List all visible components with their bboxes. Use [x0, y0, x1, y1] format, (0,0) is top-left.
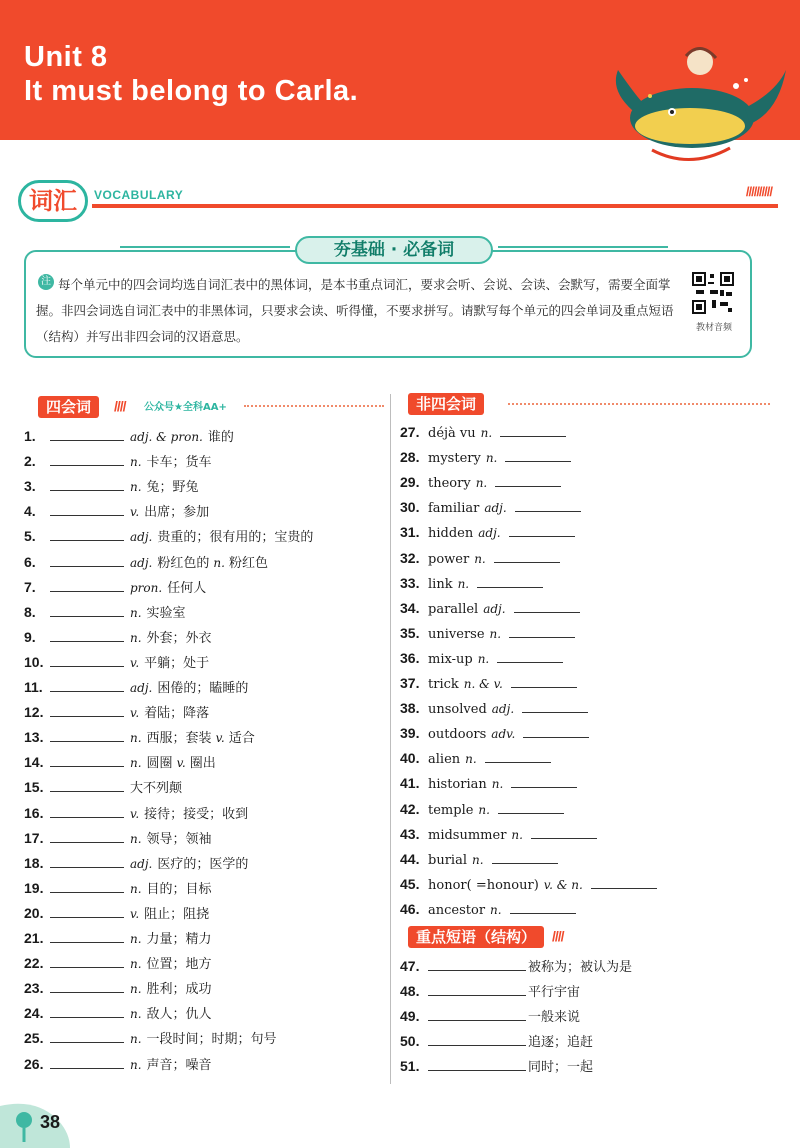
vocab-item	[400, 748, 551, 768]
phrases-slashes: ////	[552, 928, 564, 944]
part-of-speech: adv.	[491, 727, 516, 742]
answer-blank[interactable]	[514, 598, 580, 613]
part-of-speech: n.	[474, 551, 486, 566]
part-of-speech: adj.	[491, 702, 515, 717]
answer-blank[interactable]	[50, 526, 124, 541]
vocab-item	[400, 447, 571, 467]
vocabulary-badge: 词汇	[18, 180, 88, 222]
part-of-speech: v.	[176, 756, 186, 771]
item-number: 22.	[24, 955, 44, 972]
meaning: 同时；一起	[528, 1060, 594, 1076]
non-four-dots	[508, 403, 770, 405]
part-of-speech: n.	[491, 777, 504, 792]
vocab-item	[24, 828, 212, 848]
answer-blank[interactable]	[522, 698, 588, 713]
item-number: 37.	[400, 675, 420, 691]
answer-blank[interactable]	[50, 577, 124, 592]
tab-rule-left	[120, 246, 290, 248]
answer-blank[interactable]	[492, 849, 558, 864]
meaning: 声音；噪音	[146, 1057, 212, 1073]
part-of-speech: n. & v.	[463, 677, 503, 691]
part-of-speech: n.	[130, 756, 142, 771]
item-number: 12.	[24, 704, 44, 721]
vocab-item	[24, 803, 248, 823]
vocab-item	[24, 552, 268, 572]
item-number: 15.	[24, 779, 44, 796]
part-of-speech: n.	[130, 1007, 142, 1022]
phrase-item	[400, 956, 632, 976]
part-of-speech: v.	[130, 706, 140, 721]
answer-blank[interactable]	[50, 627, 124, 642]
part-of-speech: n.	[485, 451, 498, 466]
part-of-speech: n.	[489, 626, 502, 641]
vocab-item	[400, 422, 566, 442]
qr-caption: 教材音频	[695, 323, 732, 333]
unit-number: Unit 8	[24, 41, 108, 73]
item-number: 6.	[24, 553, 36, 570]
item-number: 28.	[400, 449, 420, 466]
part-of-speech: adj.	[130, 681, 153, 695]
item-number: 23.	[24, 980, 44, 997]
vocab-item	[400, 598, 580, 618]
item-number: 1.	[24, 428, 36, 444]
word-text: déjà vu	[428, 426, 476, 441]
vocab-item	[400, 472, 561, 492]
phrase-item	[400, 981, 580, 1001]
item-number: 51.	[400, 1058, 420, 1075]
meaning: 圈出	[189, 756, 216, 772]
vocab-item	[24, 953, 212, 973]
item-number: 31.	[400, 524, 420, 541]
part-of-speech: n.	[130, 1032, 142, 1047]
meaning: 力量；精力	[146, 932, 212, 947]
meaning: 追逐；追赶	[528, 1035, 594, 1051]
item-number: 29.	[400, 474, 420, 491]
page-number: 38	[40, 1112, 61, 1132]
vocab-item	[24, 928, 212, 948]
meaning: 圆圈	[146, 756, 173, 772]
item-number: 17.	[24, 829, 44, 846]
vocab-item	[24, 702, 209, 722]
answer-blank[interactable]	[50, 652, 124, 667]
meaning: 一般来说	[528, 1010, 581, 1026]
unit-heading	[24, 40, 358, 108]
answer-blank[interactable]	[505, 447, 571, 462]
meaning: 阻止；阻挠	[144, 906, 210, 922]
vocab-item	[24, 602, 186, 622]
item-number: 44.	[400, 850, 420, 867]
part-of-speech: adj.	[484, 501, 507, 516]
word-text: mystery	[428, 451, 481, 467]
answer-blank[interactable]	[50, 602, 124, 617]
meaning: 贵重的；很有用的；宝贵的	[157, 530, 314, 546]
answer-blank[interactable]	[50, 828, 124, 843]
instruction-text: 每个单元中的四会词均选自词汇表中的黑体词，是本书重点词汇，要求会听、会说、会读、会默写，需要全面掌握。非四会词选自词汇表中的非黑体词，只要求会读、听得懂，不要求拼写。请默写每个单元的四会单词及重点短语（结构）并写出非四会词的汉语意思。	[36, 277, 674, 344]
answer-blank[interactable]	[428, 956, 526, 971]
part-of-speech: adj.	[130, 856, 153, 871]
vocabulary-section-bar	[18, 180, 778, 224]
word-text: ancestor	[428, 902, 486, 918]
vocab-item	[400, 773, 577, 793]
answer-blank[interactable]	[494, 548, 560, 563]
item-number: 10.	[24, 653, 44, 670]
item-number: 11.	[24, 679, 43, 695]
answer-blank[interactable]	[50, 1028, 124, 1043]
answer-blank[interactable]	[495, 472, 561, 487]
word-text: burial	[428, 852, 467, 868]
part-of-speech: n.	[130, 982, 142, 997]
word-text: familiar	[428, 501, 480, 517]
answer-blank[interactable]	[50, 501, 124, 516]
vocab-item	[24, 853, 248, 873]
vocabulary-label: VOCABULARY	[94, 188, 184, 202]
answer-blank[interactable]	[523, 723, 589, 738]
answer-blank[interactable]	[50, 1054, 124, 1069]
four-skill-dots	[244, 405, 384, 407]
meaning: 任何人	[167, 580, 207, 596]
part-of-speech: n.	[130, 881, 142, 896]
four-skill-header: 四会词	[38, 396, 99, 418]
word-text: theory	[428, 476, 471, 492]
answer-blank[interactable]	[50, 702, 124, 717]
vocab-item	[400, 648, 563, 668]
meaning: 出席；参加	[144, 505, 210, 521]
answer-blank[interactable]	[50, 1003, 124, 1018]
instruction-tab-title: 夯基础 · 必备词	[295, 236, 493, 264]
vocab-item	[400, 497, 581, 517]
part-of-speech: n.	[471, 852, 484, 867]
item-number: 4.	[24, 503, 36, 520]
meaning: 大不列颠	[130, 781, 183, 797]
answer-blank[interactable]	[50, 803, 124, 818]
item-number: 5.	[24, 528, 36, 545]
phrase-item	[400, 1006, 580, 1026]
answer-blank[interactable]	[509, 623, 575, 638]
part-of-speech: pron.	[130, 580, 163, 595]
item-number: 39.	[400, 725, 420, 742]
answer-blank[interactable]	[485, 748, 551, 763]
part-of-speech: v.	[215, 731, 225, 746]
answer-blank[interactable]	[50, 752, 124, 767]
item-number: 43.	[400, 825, 420, 842]
word-text: outdoors	[428, 727, 487, 743]
vocab-item	[24, 1028, 277, 1048]
part-of-speech: v.	[130, 655, 140, 670]
item-number: 47.	[400, 958, 420, 974]
item-number: 19.	[24, 879, 44, 896]
vocab-item	[24, 677, 248, 697]
answer-blank[interactable]	[531, 824, 597, 839]
meaning: 谁的	[207, 430, 234, 445]
word-text: historian	[428, 777, 487, 793]
answer-blank[interactable]	[515, 497, 581, 512]
meaning: 领导；领袖	[146, 831, 212, 847]
vocab-item	[24, 752, 216, 772]
vocab-item	[24, 426, 234, 446]
part-of-speech: n.	[477, 651, 490, 666]
item-number: 32.	[400, 549, 420, 566]
item-number: 9.	[24, 628, 36, 645]
answer-blank[interactable]	[498, 799, 564, 814]
answer-blank[interactable]	[50, 928, 124, 943]
part-of-speech: v.	[130, 806, 140, 821]
item-number: 21.	[24, 930, 44, 946]
item-number: 46.	[400, 900, 420, 917]
item-number: 49.	[400, 1008, 420, 1025]
item-number: 27.	[400, 424, 420, 440]
answer-blank[interactable]	[50, 451, 124, 466]
answer-blank[interactable]	[50, 853, 124, 868]
item-number: 30.	[400, 499, 420, 516]
answer-blank[interactable]	[50, 677, 124, 692]
answer-blank[interactable]	[428, 1031, 526, 1046]
answer-blank[interactable]	[510, 899, 576, 914]
phrase-item	[400, 1031, 593, 1051]
item-number: 7.	[24, 578, 36, 595]
item-number: 35.	[400, 624, 420, 641]
word-text: mix-up	[428, 651, 473, 667]
vocab-item	[400, 899, 576, 919]
non-four-header: 非四会词	[408, 393, 484, 415]
column-divider	[390, 394, 391, 1084]
word-text: hidden	[428, 526, 474, 542]
answer-blank[interactable]	[497, 648, 563, 663]
vocab-item	[24, 978, 212, 998]
meaning: 平行宇宙	[528, 985, 581, 1001]
qr-code-icon[interactable]	[692, 272, 734, 314]
meaning: 外套；外衣	[146, 630, 212, 646]
item-number: 34.	[400, 599, 420, 616]
part-of-speech: v.	[130, 505, 140, 520]
vocabulary-rule	[92, 204, 778, 208]
vocab-item	[24, 878, 212, 898]
word-text: power	[428, 551, 470, 567]
answer-blank[interactable]	[477, 573, 543, 588]
part-of-speech: v.	[130, 906, 140, 921]
word-text: link	[428, 576, 453, 592]
part-of-speech: n.	[130, 605, 142, 620]
item-number: 13.	[24, 729, 44, 746]
meaning: 困倦的；瞌睡的	[157, 681, 249, 696]
item-number: 25.	[24, 1030, 44, 1047]
part-of-speech: n.	[130, 630, 142, 645]
answer-blank[interactable]	[428, 981, 526, 996]
word-text: alien	[428, 752, 461, 768]
item-number: 45.	[400, 875, 420, 892]
item-number: 38.	[400, 700, 420, 717]
item-number: 14.	[24, 754, 44, 771]
vocabulary-slashes: //////////	[745, 184, 772, 199]
meaning: 粉红色的	[157, 555, 210, 571]
part-of-speech: v. & n.	[543, 877, 583, 892]
part-of-speech: n.	[490, 902, 502, 917]
meaning: 接待；接受；收到	[144, 806, 249, 822]
vocab-item	[24, 627, 212, 647]
four-skill-slashes: ////	[114, 398, 126, 414]
answer-blank[interactable]	[50, 727, 124, 742]
wechat-watermark: 公众号★全科AA+	[144, 402, 227, 413]
part-of-speech: adj.	[130, 555, 153, 570]
item-number: 26.	[24, 1055, 44, 1072]
answer-blank[interactable]	[509, 522, 575, 537]
phrases-header: 重点短语（结构）	[408, 926, 544, 948]
word-text: honor( =honour)	[428, 877, 539, 893]
answer-blank[interactable]	[50, 903, 124, 918]
word-text: temple	[428, 802, 474, 818]
meaning: 敌人；仇人	[146, 1007, 212, 1023]
part-of-speech: n.	[213, 555, 225, 570]
vocab-item	[24, 501, 209, 521]
answer-blank[interactable]	[500, 422, 566, 437]
answer-blank[interactable]	[50, 476, 124, 491]
part-of-speech: n.	[480, 426, 493, 440]
vocab-item	[400, 849, 558, 869]
part-of-speech: adj. & pron.	[130, 430, 203, 444]
meaning: 医疗的；医学的	[157, 856, 249, 872]
word-text: parallel	[428, 601, 479, 617]
part-of-speech: adj.	[130, 530, 153, 545]
meaning: 粉红色	[228, 555, 268, 571]
item-number: 24.	[24, 1005, 44, 1022]
answer-blank[interactable]	[50, 978, 124, 993]
part-of-speech: n.	[130, 957, 142, 972]
answer-blank[interactable]	[50, 552, 124, 567]
part-of-speech: n.	[130, 932, 142, 946]
vocab-item	[400, 522, 575, 542]
vocab-item	[24, 727, 255, 747]
tab-rule-right	[498, 246, 668, 248]
meaning: 兔；野兔	[146, 480, 199, 496]
meaning: 胜利；成功	[146, 982, 212, 998]
answer-blank[interactable]	[428, 1056, 526, 1071]
part-of-speech: n.	[130, 1057, 142, 1072]
part-of-speech: adj.	[483, 601, 506, 616]
answer-blank[interactable]	[50, 878, 124, 893]
part-of-speech: n.	[457, 576, 470, 591]
part-of-speech: n.	[511, 827, 523, 842]
item-number: 3.	[24, 478, 36, 495]
item-number: 2.	[24, 453, 36, 470]
meaning: 一段时间；时期；句号	[146, 1032, 277, 1048]
meaning: 位置；地方	[146, 957, 212, 973]
part-of-speech: n.	[130, 831, 142, 846]
answer-blank[interactable]	[511, 773, 577, 788]
vocab-item	[24, 1003, 212, 1023]
item-number: 42.	[400, 800, 420, 817]
word-text: midsummer	[428, 827, 507, 843]
meaning: 卡车；货车	[146, 455, 212, 471]
item-number: 50.	[400, 1033, 420, 1050]
part-of-speech: adj.	[478, 526, 501, 541]
item-number: 36.	[400, 649, 420, 666]
part-of-speech: n.	[475, 476, 488, 491]
vocab-item	[24, 1054, 212, 1074]
answer-blank[interactable]	[511, 673, 577, 688]
answer-blank[interactable]	[50, 426, 124, 441]
part-of-speech: n.	[130, 480, 142, 495]
word-text: trick	[428, 677, 459, 692]
word-text: unsolved	[428, 702, 487, 718]
vocab-item	[24, 903, 209, 923]
answer-blank[interactable]	[591, 874, 657, 889]
item-number: 48.	[400, 983, 420, 1000]
answer-blank[interactable]	[428, 1006, 526, 1021]
part-of-speech: n.	[478, 802, 490, 817]
vocab-item	[400, 548, 560, 568]
meaning: 目的；目标	[146, 881, 212, 897]
meaning: 实验室	[146, 605, 186, 621]
part-of-speech: n.	[130, 731, 142, 746]
vocab-item	[24, 577, 206, 597]
vocab-item	[400, 799, 564, 819]
part-of-speech: n.	[130, 455, 142, 470]
unit-title: It must belong to Carla.	[24, 75, 359, 107]
vocab-item	[400, 623, 575, 643]
note-icon: 注	[38, 274, 54, 290]
item-number: 33.	[400, 574, 420, 591]
vocab-item	[400, 824, 597, 844]
vocab-item	[400, 673, 577, 693]
meaning: 平躺；处于	[144, 655, 210, 671]
item-number: 40.	[400, 750, 420, 767]
whale-illustration	[540, 0, 800, 170]
vocab-item	[24, 526, 313, 546]
vocab-item	[400, 698, 588, 718]
vocab-item	[24, 476, 199, 496]
meaning: 西服；套装	[146, 731, 212, 747]
item-number: 8.	[24, 603, 36, 620]
answer-blank[interactable]	[50, 777, 124, 792]
vocab-item	[24, 451, 212, 471]
vocab-item	[400, 874, 657, 894]
item-number: 20.	[24, 904, 44, 921]
meaning: 适合	[228, 731, 255, 747]
word-text: universe	[428, 626, 485, 642]
part-of-speech: n.	[465, 752, 477, 767]
phrase-item	[400, 1056, 593, 1076]
vocab-item	[400, 723, 589, 743]
vocab-item	[24, 777, 182, 797]
vocab-item	[400, 573, 543, 593]
item-number: 18.	[24, 854, 44, 871]
meaning: 被称为；被认为是	[528, 960, 633, 975]
meaning: 着陆；降落	[144, 706, 210, 722]
answer-blank[interactable]	[50, 953, 124, 968]
vocab-item	[24, 652, 209, 672]
item-number: 41.	[400, 775, 420, 792]
item-number: 16.	[24, 804, 44, 821]
